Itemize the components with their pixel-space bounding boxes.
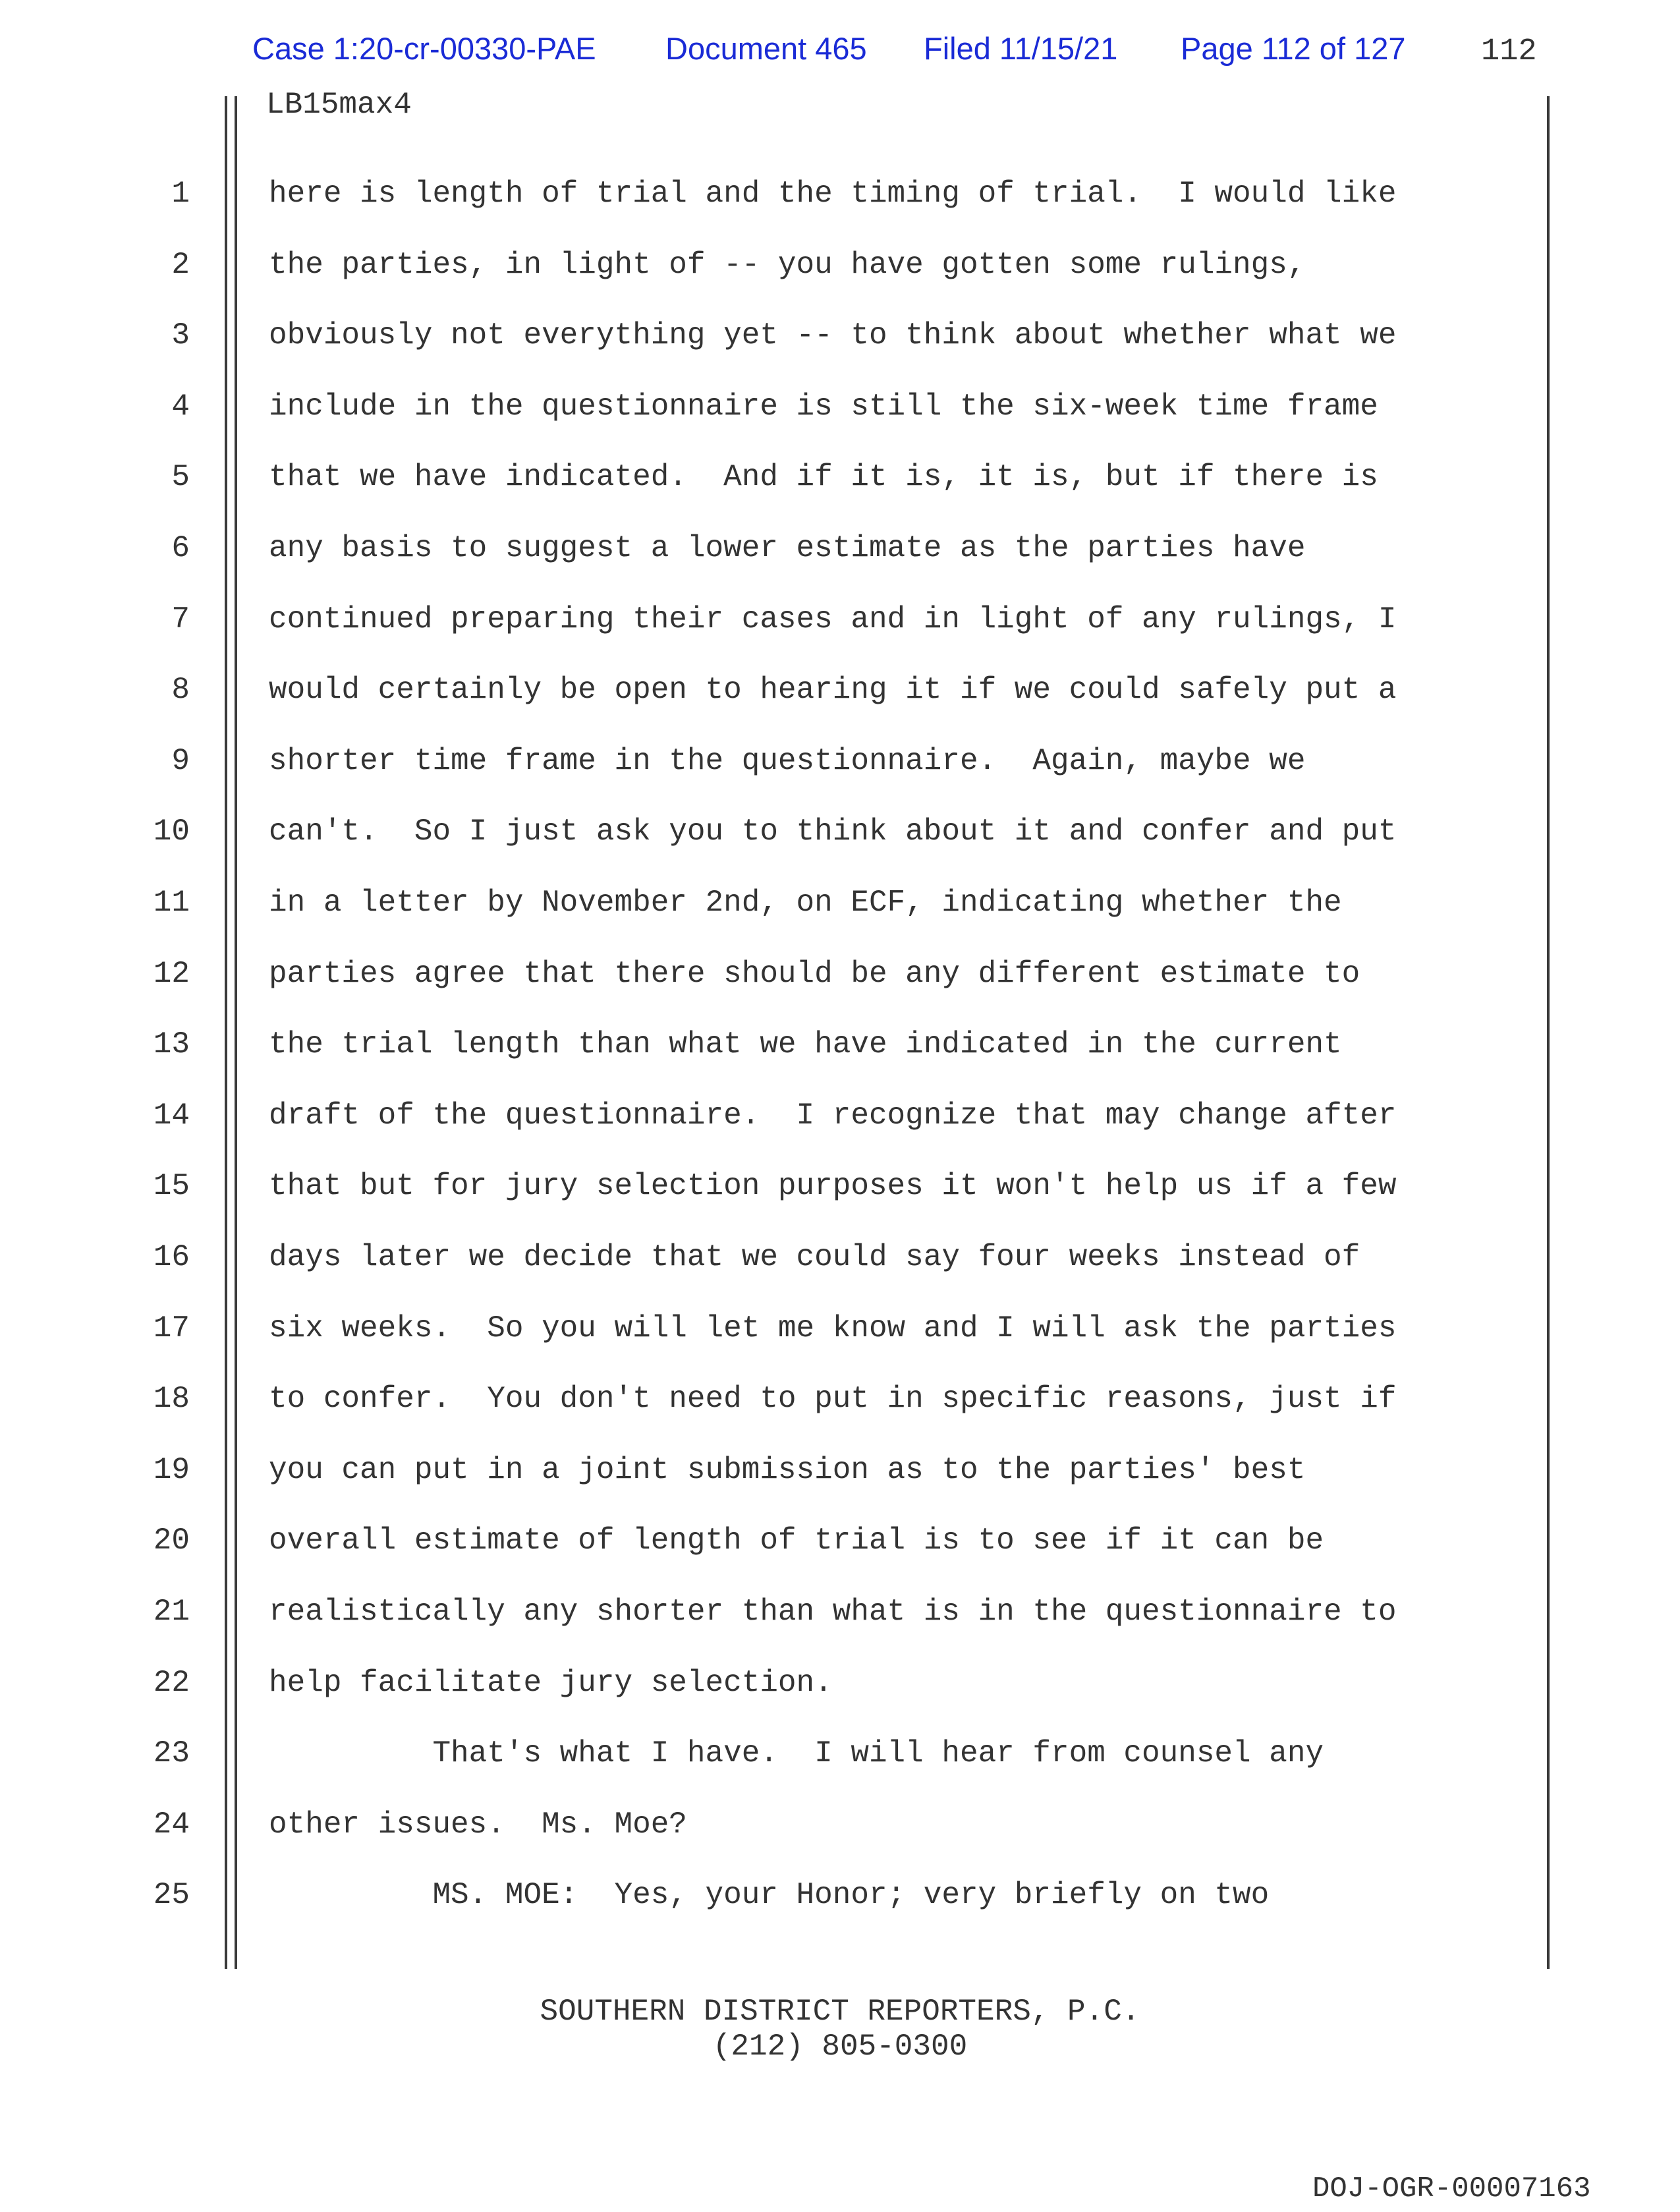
- transcript-line: [0, 318, 1680, 389]
- transcript-line: [0, 177, 1680, 248]
- line-number: 16: [153, 1240, 190, 1274]
- line-number: 3: [171, 318, 190, 353]
- line-number: 1: [171, 177, 190, 211]
- ecf-page-count: Page 112 of 127: [1181, 31, 1406, 66]
- line-number: 4: [171, 389, 190, 424]
- line-text: obviously not everything yet -- to think about whether what we: [269, 318, 1397, 353]
- reporter-name: SOUTHERN DISTRICT REPORTERS, P.C.: [540, 1995, 1140, 2029]
- line-number: 25: [153, 1878, 190, 1912]
- line-number: 17: [153, 1311, 190, 1346]
- line-text: shorter time frame in the questionnaire. Again, maybe we: [269, 744, 1306, 778]
- line-number: 20: [153, 1523, 190, 1558]
- transcript-line: [0, 1027, 1680, 1098]
- line-number: 15: [153, 1169, 190, 1203]
- line-text: you can put in a joint submission as to the parties' best: [269, 1453, 1306, 1487]
- line-number: 11: [153, 886, 190, 920]
- line-text: continued preparing their cases and in light of any rulings, I: [269, 602, 1397, 637]
- line-number: 12: [153, 957, 190, 991]
- line-text: the trial length than what we have indicated in the current: [269, 1027, 1342, 1062]
- transcript-line: [0, 1807, 1680, 1879]
- line-number: 8: [171, 673, 190, 707]
- transcript-line: [0, 1240, 1680, 1311]
- line-number: 10: [153, 814, 190, 849]
- transcript-line: [0, 602, 1680, 673]
- line-text: draft of the questionnaire. I recognize that may change after: [269, 1098, 1397, 1133]
- line-text: any basis to suggest a lower estimate as the parties have: [269, 531, 1306, 565]
- transcript-line: [0, 1878, 1680, 1949]
- transcript-line: [0, 886, 1680, 957]
- line-text: would certainly be open to hearing it if we could safely put a: [269, 673, 1397, 707]
- transcript-line: [0, 1453, 1680, 1524]
- line-number: 18: [153, 1382, 190, 1416]
- line-text: can't. So I just ask you to think about it and confer and put: [269, 814, 1397, 849]
- transcript-line: [0, 1382, 1680, 1453]
- transcript-line: [0, 460, 1680, 531]
- transcript-line: [0, 744, 1680, 815]
- ecf-filing-header: [0, 30, 1680, 70]
- reporter-phone: (212) 805-0300: [712, 2029, 968, 2064]
- transcript-line: [0, 248, 1680, 319]
- line-text: to confer. You don't need to put in specific reasons, just if: [269, 1382, 1397, 1416]
- transcript-line: [0, 814, 1680, 886]
- line-text: MS. MOE: Yes, your Honor; very briefly on two: [269, 1878, 1270, 1912]
- transcript-line: [0, 957, 1680, 1028]
- line-text: in a letter by November 2nd, on ECF, indicating whether the: [269, 886, 1342, 920]
- transcript-line: [0, 1595, 1680, 1666]
- line-number: 21: [153, 1595, 190, 1629]
- line-text: that but for jury selection purposes it won't help us if a few: [269, 1169, 1397, 1203]
- ecf-filed-date: Filed 11/15/21: [924, 31, 1118, 66]
- transcript-line: [0, 1736, 1680, 1807]
- transcript-line: [0, 531, 1680, 602]
- line-text: help facilitate jury selection.: [269, 1666, 833, 1700]
- transcript-line: [0, 1666, 1680, 1737]
- line-text: here is length of trial and the timing of trial. I would like: [269, 177, 1397, 211]
- transcript-id: LB15max4: [266, 88, 412, 122]
- line-text: days later we decide that we could say four weeks instead of: [269, 1240, 1360, 1274]
- transcript-page-number: 112: [1481, 34, 1537, 69]
- line-text: that we have indicated. And if it is, it is, but if there is: [269, 460, 1378, 494]
- ecf-case-number: Case 1:20-cr-00330-PAE: [252, 31, 596, 66]
- line-number: 14: [153, 1098, 190, 1133]
- line-number: 7: [171, 602, 190, 637]
- line-number: 24: [153, 1807, 190, 1842]
- ecf-document-number: Document 465: [665, 31, 867, 66]
- transcript-line: [0, 1169, 1680, 1240]
- transcript-line: [0, 1311, 1680, 1382]
- line-number: 6: [171, 531, 190, 565]
- transcript-line: [0, 1098, 1680, 1170]
- line-number: 9: [171, 744, 190, 778]
- line-number: 2: [171, 248, 190, 282]
- line-text: six weeks. So you will let me know and I will ask the parties: [269, 1311, 1397, 1346]
- line-text: include in the questionnaire is still the six-week time frame: [269, 389, 1378, 424]
- line-text: parties agree that there should be any different estimate to: [269, 957, 1360, 991]
- line-text: That's what I have. I will hear from counsel any: [269, 1736, 1324, 1771]
- line-number: 23: [153, 1736, 190, 1771]
- line-number: 19: [153, 1453, 190, 1487]
- line-text: other issues. Ms. Moe?: [269, 1807, 687, 1842]
- line-text: overall estimate of length of trial is to see if it can be: [269, 1523, 1324, 1558]
- transcript-line: [0, 389, 1680, 461]
- line-number: 5: [171, 460, 190, 494]
- line-number: 22: [153, 1666, 190, 1700]
- transcript-line: [0, 673, 1680, 744]
- line-number: 13: [153, 1027, 190, 1062]
- bates-number: DOJ-OGR-00007163: [1312, 2172, 1591, 2205]
- transcript-line: [0, 1523, 1680, 1595]
- line-text: the parties, in light of -- you have gotten some rulings,: [269, 248, 1306, 282]
- line-text: realistically any shorter than what is in the questionnaire to: [269, 1595, 1397, 1629]
